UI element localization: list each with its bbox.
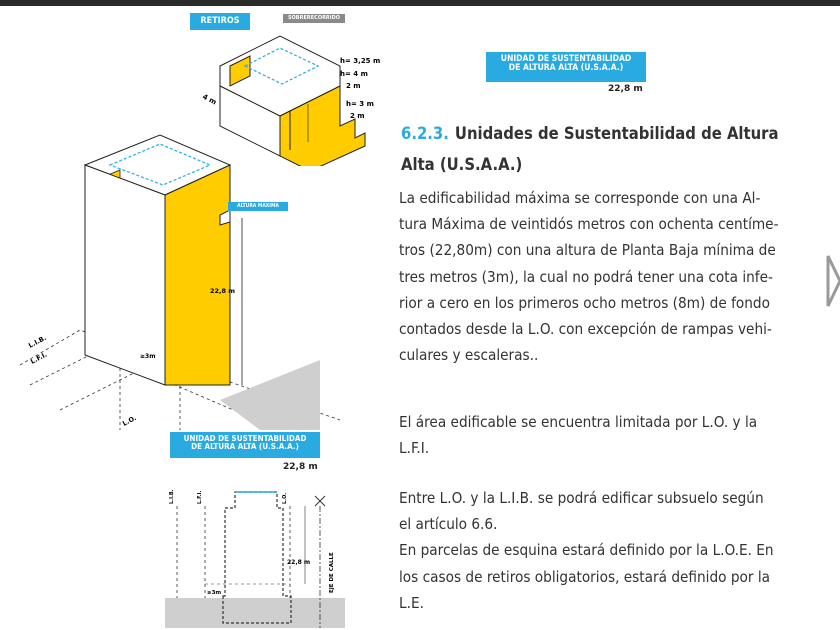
p1-line: tura Máxima de veintidós metros con ochenta centíme-: [399, 215, 779, 234]
p1-line: culares y escaleras..: [399, 346, 539, 365]
usaa-bottom-value: 22,8 m: [283, 462, 318, 472]
dim-h325: h= 3,25 m: [340, 57, 381, 65]
p3-line: Entre L.O. y la L.I.B. se podrá edificar subsuelo según: [399, 489, 764, 507]
retiros-tag: RETIROS: [190, 13, 250, 30]
p1-line: La edificabilidad máxima se corresponde con una Al-: [399, 189, 761, 207]
altura-maxima-tag: ALTURA MAXIMA: [228, 202, 288, 211]
p1-line: tres metros (3m), la cual no podrá tener una cota infe-: [399, 267, 773, 286]
p3-line: En parcelas de esquina estará definido por la L.O.E. En: [399, 541, 774, 560]
p3-line: los casos de retiros obligatorios, estará definido por la: [399, 567, 771, 586]
section-title-line2: Alta (U.S.A.A.): [401, 155, 523, 174]
pb-dim-label: ≥3m: [140, 353, 156, 360]
usaa-top-line2: DE ALTURA ALTA (U.S.A.A.): [508, 62, 624, 73]
lfi-label: L.F.I.: [29, 350, 49, 366]
usaa-top-line1: UNIDAD DE SUSTENTABILIDAD: [500, 54, 632, 64]
compass-icon: [315, 496, 325, 506]
p1-line: tros (22,80m) con una altura de Planta Baja mínima de: [399, 241, 776, 260]
p2-line: El área edificable se encuentra limitada por L.O. y la: [399, 413, 758, 431]
section-lib-label: L.I.B.: [169, 489, 175, 504]
usaa-top-value: 22,8 m: [608, 84, 643, 94]
p3-line: L.E.: [399, 593, 424, 612]
paragraph-area-edificable: [399, 409, 804, 461]
section-heading: [401, 118, 779, 150]
section-title-line1: Unidades de Sustentabilidad de Altura: [454, 124, 779, 143]
section-pb-label: ≥3m: [207, 590, 222, 596]
paragraph-edificabilidad: [399, 185, 804, 368]
p1-line: contados desde la L.O. con excepción de rampas vehi-: [399, 320, 772, 339]
p1-line: rior a cero en los primeros ocho metros (8m) de fondo: [399, 293, 770, 312]
usaa-top-tag: [486, 52, 646, 82]
section-diagram: [165, 478, 345, 628]
section-height-label: 22,8 m: [287, 559, 311, 566]
dim-h3: h= 3 m: [346, 100, 374, 108]
dim-h4: h= 4 m: [340, 70, 368, 78]
usaa-bottom-tag: [170, 432, 320, 458]
section-lo-label: L.O.: [282, 492, 288, 504]
lib-label: L.I.B.: [27, 333, 48, 350]
p3-line: el artículo 6.6.: [399, 515, 498, 534]
dim-2m-a: 2 m: [346, 82, 361, 90]
top-edge-bar: [0, 0, 840, 6]
section-number: 6.2.3.: [401, 124, 449, 143]
usaa-bot-line2: DE ALTURA ALTA (U.S.A.A.): [191, 442, 299, 452]
dim-2m-b: 2 m: [350, 112, 365, 120]
eje-calle-label: EJE DE CALLE: [329, 552, 335, 593]
p2-line: L.F.I.: [399, 439, 430, 458]
sobrerecorrido-tag: SOBRERECORRIDO: [283, 14, 345, 23]
lo-label: L.O.: [121, 413, 138, 428]
next-page-arrow-icon[interactable]: [826, 246, 840, 316]
dim-4m: 4 m: [201, 92, 218, 107]
section-lfi-label: L.F.I.: [197, 490, 203, 504]
height-dim-label: 22,8 m: [210, 287, 236, 295]
paragraph-subsuelo: [399, 485, 804, 616]
usaa-bot-line1: UNIDAD DE SUSTENTABILIDAD: [183, 434, 307, 443]
usaa-tall-diagram: [20, 130, 350, 430]
